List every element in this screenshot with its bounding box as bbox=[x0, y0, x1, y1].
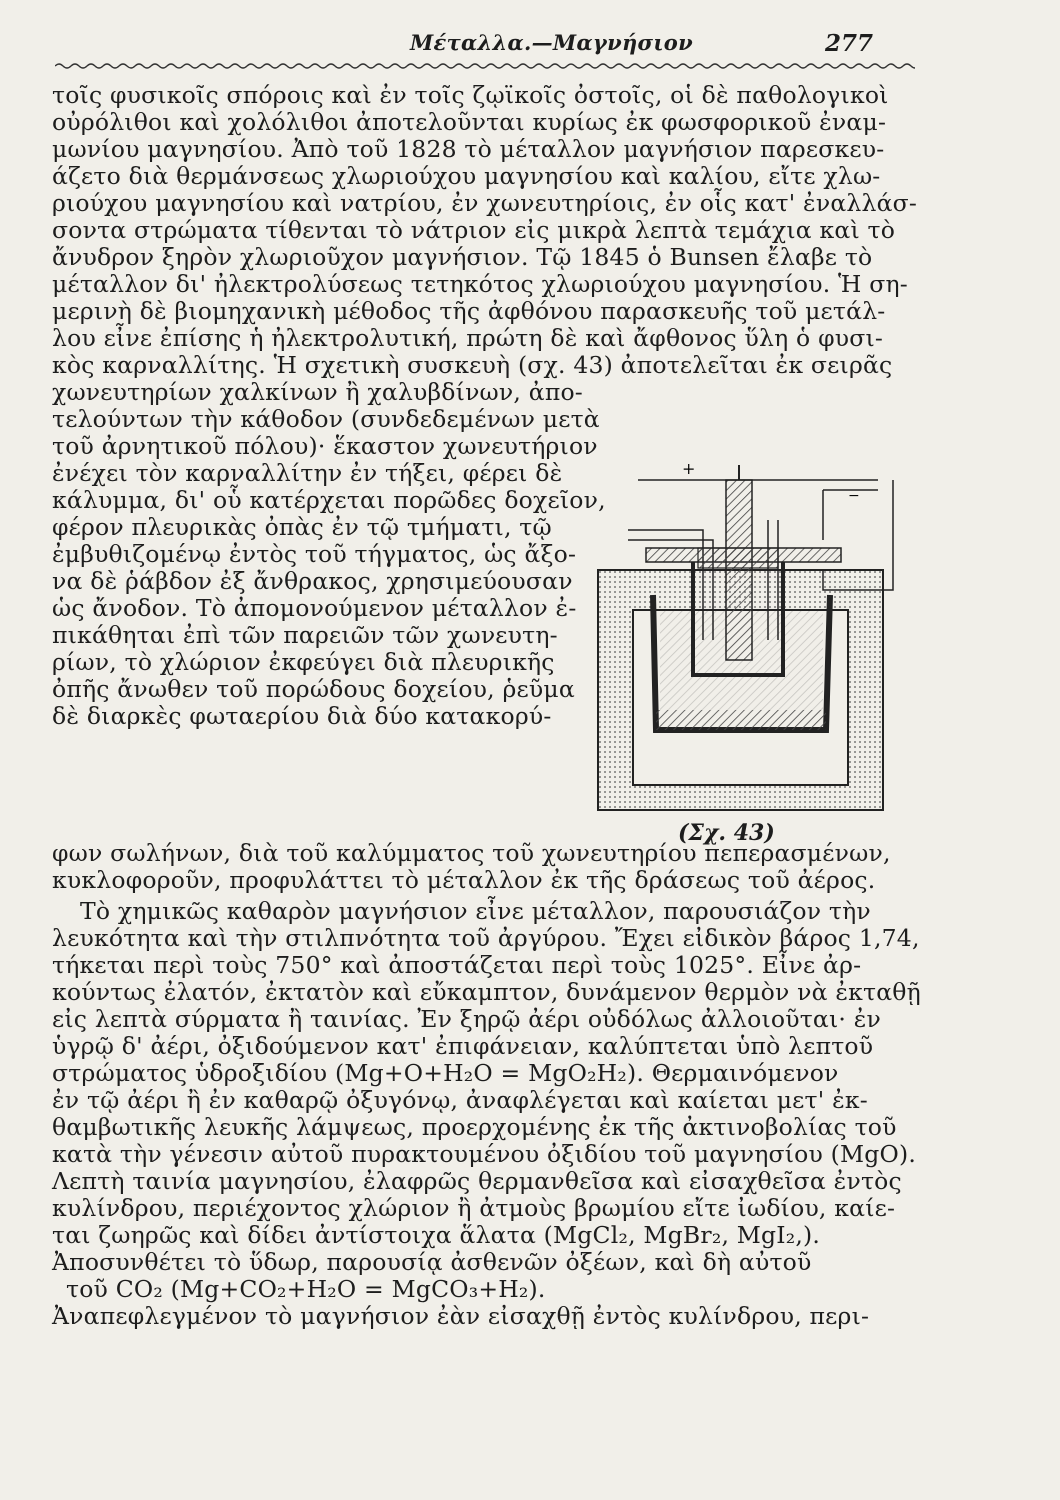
text-line: ὑγρῷ δ' ἀέρι, ὀξιδούμενον κατ' ἐπιφάνειαν, καλύπτεται ὑπὸ λεπτοῦ bbox=[52, 1032, 874, 1060]
text-line: ὡς ἄνοδον. Τὸ ἀπομονούμενον μέταλλον ἐ- bbox=[52, 594, 577, 622]
text-line: ἐνέχει τὸν καρναλλίτην ἐν τήξει, φέρει δὲ bbox=[52, 459, 563, 487]
text-line: λευκότητα καὶ τὴν στιλπνότητα τοῦ ἀργύρου. Ἔχει εἰδικὸν βάρος 1,74, bbox=[52, 924, 920, 952]
text-line: μωνίου μαγνησίου. Ἀπὸ τοῦ 1828 τὸ μέταλλον μαγνήσιον παρεσκευ- bbox=[52, 135, 885, 163]
text-line: εἰς λεπτὰ σύρματα ἢ ταινίας. Ἐν ξηρῷ ἀέρι οὐδόλως ἀλλοιοῦται· ἐν bbox=[52, 1005, 882, 1033]
text-line: στρώματος ὑδροξιδίου (Mg+O+H₂O = MgO₂H₂). Θερμαινόμενον bbox=[52, 1059, 839, 1087]
anode-plus-sign: + bbox=[682, 460, 696, 478]
text-line: ἐν τῷ ἀέρι ἢ ἐν καθαρῷ ὀξυγόνῳ, ἀναφλέγεται καὶ καίεται μετ' ἐκ- bbox=[52, 1086, 868, 1114]
text-line: κυκλοφοροῦν, προφυλάττει τὸ μέταλλον ἐκ τῆς δράσεως τοῦ ἀέρος. bbox=[52, 866, 876, 894]
text-line: οὐρόλιθοι καὶ χολόλιθοι ἀποτελοῦνται κυρίως ἐκ φωσφορικοῦ ἐναμ- bbox=[52, 108, 887, 136]
text-line: τήκεται περὶ τοὺς 750° καὶ ἀποστάζεται περὶ τοὺς 1025°. Εἶνε ἀρ- bbox=[52, 951, 862, 979]
text-line: φέρον πλευρικὰς ὀπὰς ἐν τῷ τμήματι, τῷ bbox=[52, 513, 552, 541]
text-line: Λεπτὴ ταινία μαγνησίου, ἐλαφρῶς θερμανθεῖσα καὶ εἰσαχθεῖσα ἐντὸς bbox=[52, 1167, 902, 1195]
text-line: χωνευτηρίων χαλκίνων ἢ χαλυβδίνων, ἀπο- bbox=[52, 378, 583, 406]
text-line: τοῦ CO₂ (Mg+CO₂+H₂O = MgCO₃+H₂). bbox=[66, 1275, 546, 1303]
text-line: ριούχου μαγνησίου καὶ νατρίου, ἐν χωνευτηρίοις, ἐν οἷς κατ' ἐναλλάσ- bbox=[52, 189, 918, 217]
text-line: άζετο διὰ θερμάνσεως χλωριούχου μαγνησίου καὶ καλίου, εἴτε χλω- bbox=[52, 162, 881, 190]
text-line: μέταλλον δι' ἠλεκτρολύσεως τετηκότος χλωριούχου μαγνησίου. Ἡ ση- bbox=[52, 270, 908, 298]
text-line: να δὲ ῥάβδον ἐξ ἄνθρακος, χρησιμεύουσαν bbox=[52, 567, 573, 595]
text-line: Τὸ χημικῶς καθαρὸν μαγνήσιον εἶνε μέταλλον, παρουσιάζον τὴν bbox=[80, 897, 871, 925]
cathode-minus-sign: − bbox=[848, 488, 860, 504]
text-line: μερινὴ δὲ βιομηχανικὴ μέθοδος τῆς ἀφθόνου παρασκευῆς τοῦ μετάλ- bbox=[52, 297, 886, 325]
electrolysis-apparatus-figure bbox=[578, 460, 898, 820]
text-line: φων σωλήνων, διὰ τοῦ καλύμματος τοῦ χωνευτηρίου πεπερασμένων, bbox=[52, 839, 891, 867]
figure-caption: (Σχ. 43) bbox=[678, 820, 775, 846]
text-line: ὀπῆς ἄνωθεν τοῦ πορώδους δοχείου, ῥεῦμα bbox=[52, 675, 575, 703]
text-line: ρίων, τὸ χλώριον ἐκφεύγει διὰ πλευρικῆς bbox=[52, 648, 555, 676]
carbon-anode-rod bbox=[726, 480, 752, 660]
text-line: κούντως ἐλατόν, ἐκτατὸν καὶ εὔκαμπτον, δυνάμενον θερμὸν νὰ ἐκταθῇ bbox=[52, 978, 921, 1006]
text-line: τοῖς φυσικοῖς σπόροις καὶ ἐν τοῖς ζῳϊκοῖς ὀστοῖς, οἱ δὲ παθολογικοὶ bbox=[52, 81, 889, 109]
text-line: θαμβωτικῆς λευκῆς λάμψεως, προερχομένης ἐκ τῆς ἀκτινοβολίας τοῦ bbox=[52, 1113, 897, 1141]
text-line: δὲ διαρκὲς φωταερίου διὰ δύο κατακορύ- bbox=[52, 702, 552, 730]
text-line: Ἀποσυνθέτει τὸ ὕδωρ, παρουσίᾳ ἀσθενῶν ὀξέων, καὶ δὴ αὐτοῦ bbox=[52, 1248, 812, 1276]
anode-holder bbox=[698, 548, 778, 568]
text-line: κυλίνδρου, περιέχοντος χλώριον ἢ ἀτμοὺς βρωμίου εἴτε ἰωδίου, καίε- bbox=[52, 1194, 896, 1222]
page-number: 277 bbox=[825, 30, 874, 57]
text-line: πικάθηται ἐπὶ τῶν παρειῶν τῶν χωνευτη- bbox=[52, 621, 558, 649]
wavy-header-rule bbox=[55, 60, 915, 74]
text-line: ται ζωηρῶς καὶ δίδει ἀντίστοιχα ἅλατα (MgCl₂, MgBr₂, MgI₂,). bbox=[52, 1221, 821, 1249]
text-line: κάλυμμα, δι' οὗ κατέρχεται πορῶδες δοχεῖον, bbox=[52, 486, 606, 514]
text-line: ἄνυδρον ξηρὸν χλωριοῦχον μαγνήσιον. Τῷ 1845 ὁ Bunsen ἔλαβε τὸ bbox=[52, 243, 873, 271]
text-line: κατὰ τὴν γένεσιν αὐτοῦ πυρακτουμένου ὀξιδίου τοῦ μαγνησίου (MgO). bbox=[52, 1140, 917, 1168]
text-line: λου εἶνε ἐπίσης ἡ ἠλεκτρολυτική, πρώτη δὲ καὶ ἄφθονος ὕλη ὁ φυσι- bbox=[52, 324, 884, 352]
text-line: Ἀναπεφλεγμένον τὸ μαγνήσιον ἐὰν εἰσαχθῇ ἐντὸς κυλίνδρου, περι- bbox=[52, 1302, 870, 1330]
text-line: σοντα στρώματα τίθενται τὸ νάτριον εἰς μικρὰ λεπτὰ τεμάχια καὶ τὸ bbox=[52, 216, 896, 244]
text-line: τελούντων τὴν κάθοδον (συνδεδεμένων μετὰ bbox=[52, 405, 600, 433]
text-line: κὸς καρναλλίτης. Ἡ σχετικὴ συσκευὴ (σχ. 43) ἀποτελεῖται ἐκ σειρᾶς bbox=[52, 351, 893, 379]
crucible-bottom bbox=[656, 710, 826, 730]
text-line: ἐμβυθιζομένῳ ἐντὸς τοῦ τήγματος, ὡς ἄξο- bbox=[52, 540, 577, 568]
page-header bbox=[55, 22, 910, 72]
text-line: τοῦ ἀρνητικοῦ πόλου)· ἕκαστον χωνευτήριον bbox=[52, 432, 598, 460]
running-title: Μέταλλα.—Μαγνήσιον bbox=[410, 30, 693, 55]
